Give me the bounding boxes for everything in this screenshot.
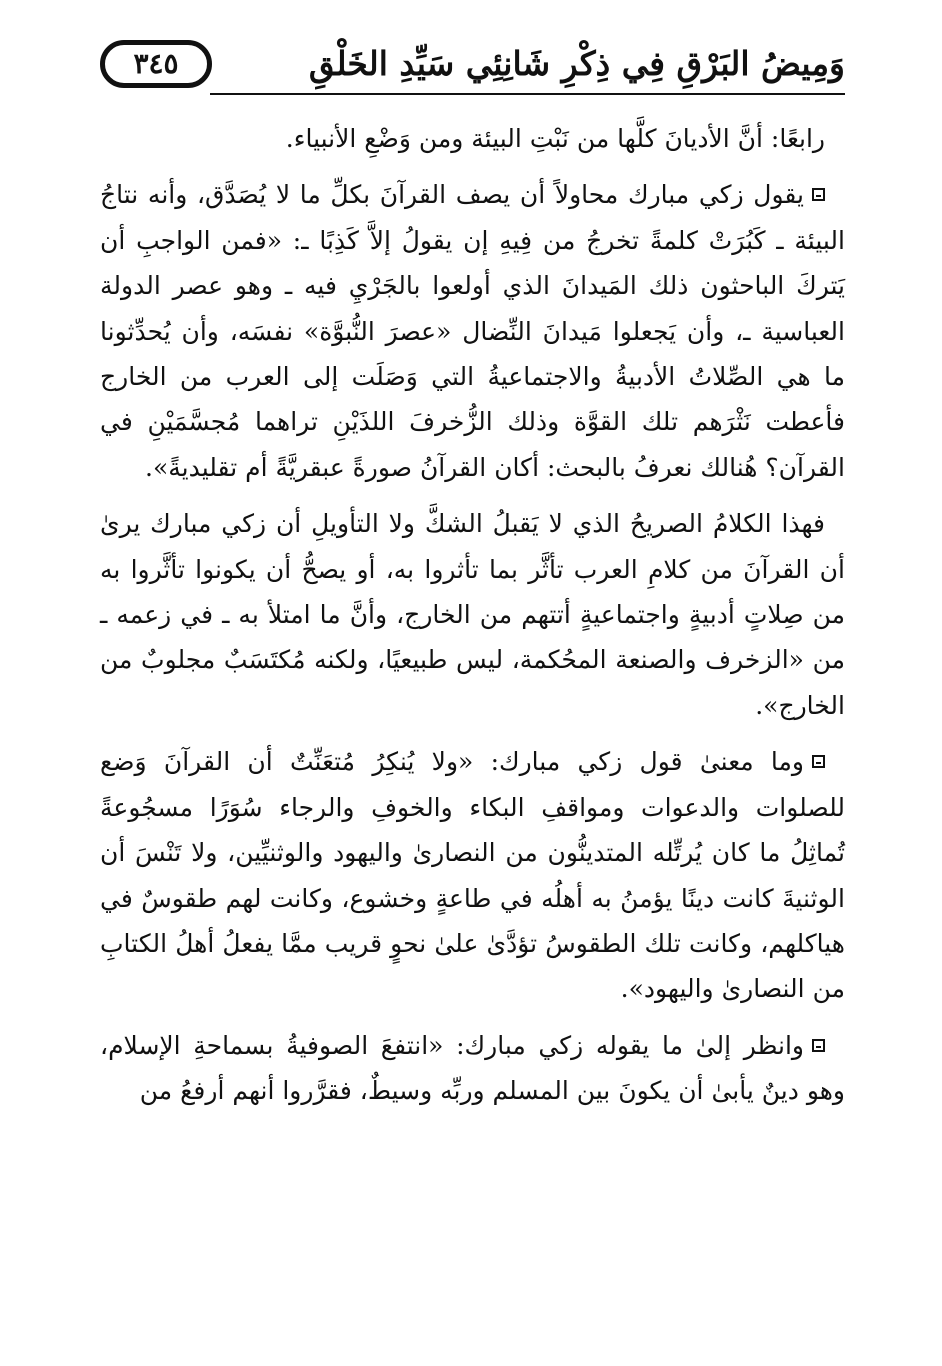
section-marker-icon [812,1039,825,1052]
paragraph-text: وما معنىٰ قول زكي مبارك: «ولا يُنكِرُ مُتعَنِّتٌ أن القرآنَ وَضع للصلوات والدعوات ومواقفِ البكاء والخوفِ والرجاء سُوَرًا مسجُوعةً تُماثِلُ ما كان يُرتِّله المتدينُّون من النصارىٰ واليهود والوثنيِّين، ولا تَنْسَ أن الوثنيةَ كانت دينًا يؤمنُ به أهلُه في طاعةٍ وخشوع، وكانت لهم طقوسٌ في هياكلهم، وكانت تلك الطقوسُ تؤدَّىٰ علىٰ نحوٍ قريب ممَّا يفعلُ أهلُ الكتابِ من النصارىٰ واليهود». [100,747,845,1004]
header-rule [210,93,845,95]
section-marker-icon [812,755,825,768]
page-number: ٣٤٥ [133,47,179,80]
paragraph-2 [100,172,845,490]
section-marker-icon [812,188,825,201]
paragraph-3 [100,501,845,728]
running-title: وَمِيضُ البَرْقِ فِي ذِكْرِ شَانِئِي سَيِّدِ الخَلْقِ [308,44,845,83]
paragraph-text: يقول زكي مبارك محاولاً أن يصف القرآنَ بكلِّ ما لا يُصَدَّق، وأنه نتاجُ البيئة ـ كَبُرَتْ كلمةً تخرجُ من فِيهِ إن يقولُ إلاَّ كَذِبًا ـ: «فمن الواجبِ أن يَتركَ الباحثون ذلك المَيدانَ الذي أولعوا بالجَرْيِ فيه ـ وهو عصر الدولة العباسية ـ، وأن يَجعلوا مَيدانَ النِّضال «عصرَ النُّبوَّة» نفسَه، وأن يُحدِّثونا ما هي الصِّلاتُ الأدبيةُ والاجتماعيةُ التي وَصَلَت إلى العرب من الخارج فأعطت نَثْرَهم تلك القوَّة وذلك الزُّخرفَ اللذَيْنِ تراهما مُجسَّمَيْنِ في القرآن؟ هُنالك نعرفُ بالبحث: أكان القرآنُ صورةً عبقريَّةً أم تقليديةً». [100,180,845,482]
paragraph-text: فهذا الكلامُ الصريحُ الذي لا يَقبلُ الشكَّ ولا التأويلِ أن زكي مبارك يرىٰ أن القرآنَ من كلامِ العرب تأثَّر بما تأثروا به، أو يصحُّ أن يكونوا تأثَّروا به من صِلاتٍ أدبيةٍ واجتماعيةٍ أتتهم من الخارج، وأنَّ ما امتلأ به ـ في زعمه ـ من «الزخرف والصنعة المحُكمة، ليس طبيعيًا، ولكنه مُكتَسَبٌ مجلوبٌ من الخارج». [100,509,845,720]
paragraph-1 [100,116,845,161]
body-text [100,116,845,1125]
page-header [100,38,845,100]
paragraph-5 [100,1023,845,1114]
page-number-badge [100,40,212,88]
paragraph-text: وانظر إلىٰ ما يقوله زكي مبارك: «انتفعَ الصوفيةُ بسماحةِ الإسلام، وهو دينٌ يأبىٰ أن يكونَ بين المسلم وربِّه وسيطٌ، فقرَّروا أنهم أرفعُ من [100,1030,845,1106]
paragraph-4 [100,739,845,1011]
paragraph-text: رابعًا: أنَّ الأديانَ كلَّها من نَبْتِ البيئة ومن وَضْعِ الأنبياء. [285,124,825,153]
